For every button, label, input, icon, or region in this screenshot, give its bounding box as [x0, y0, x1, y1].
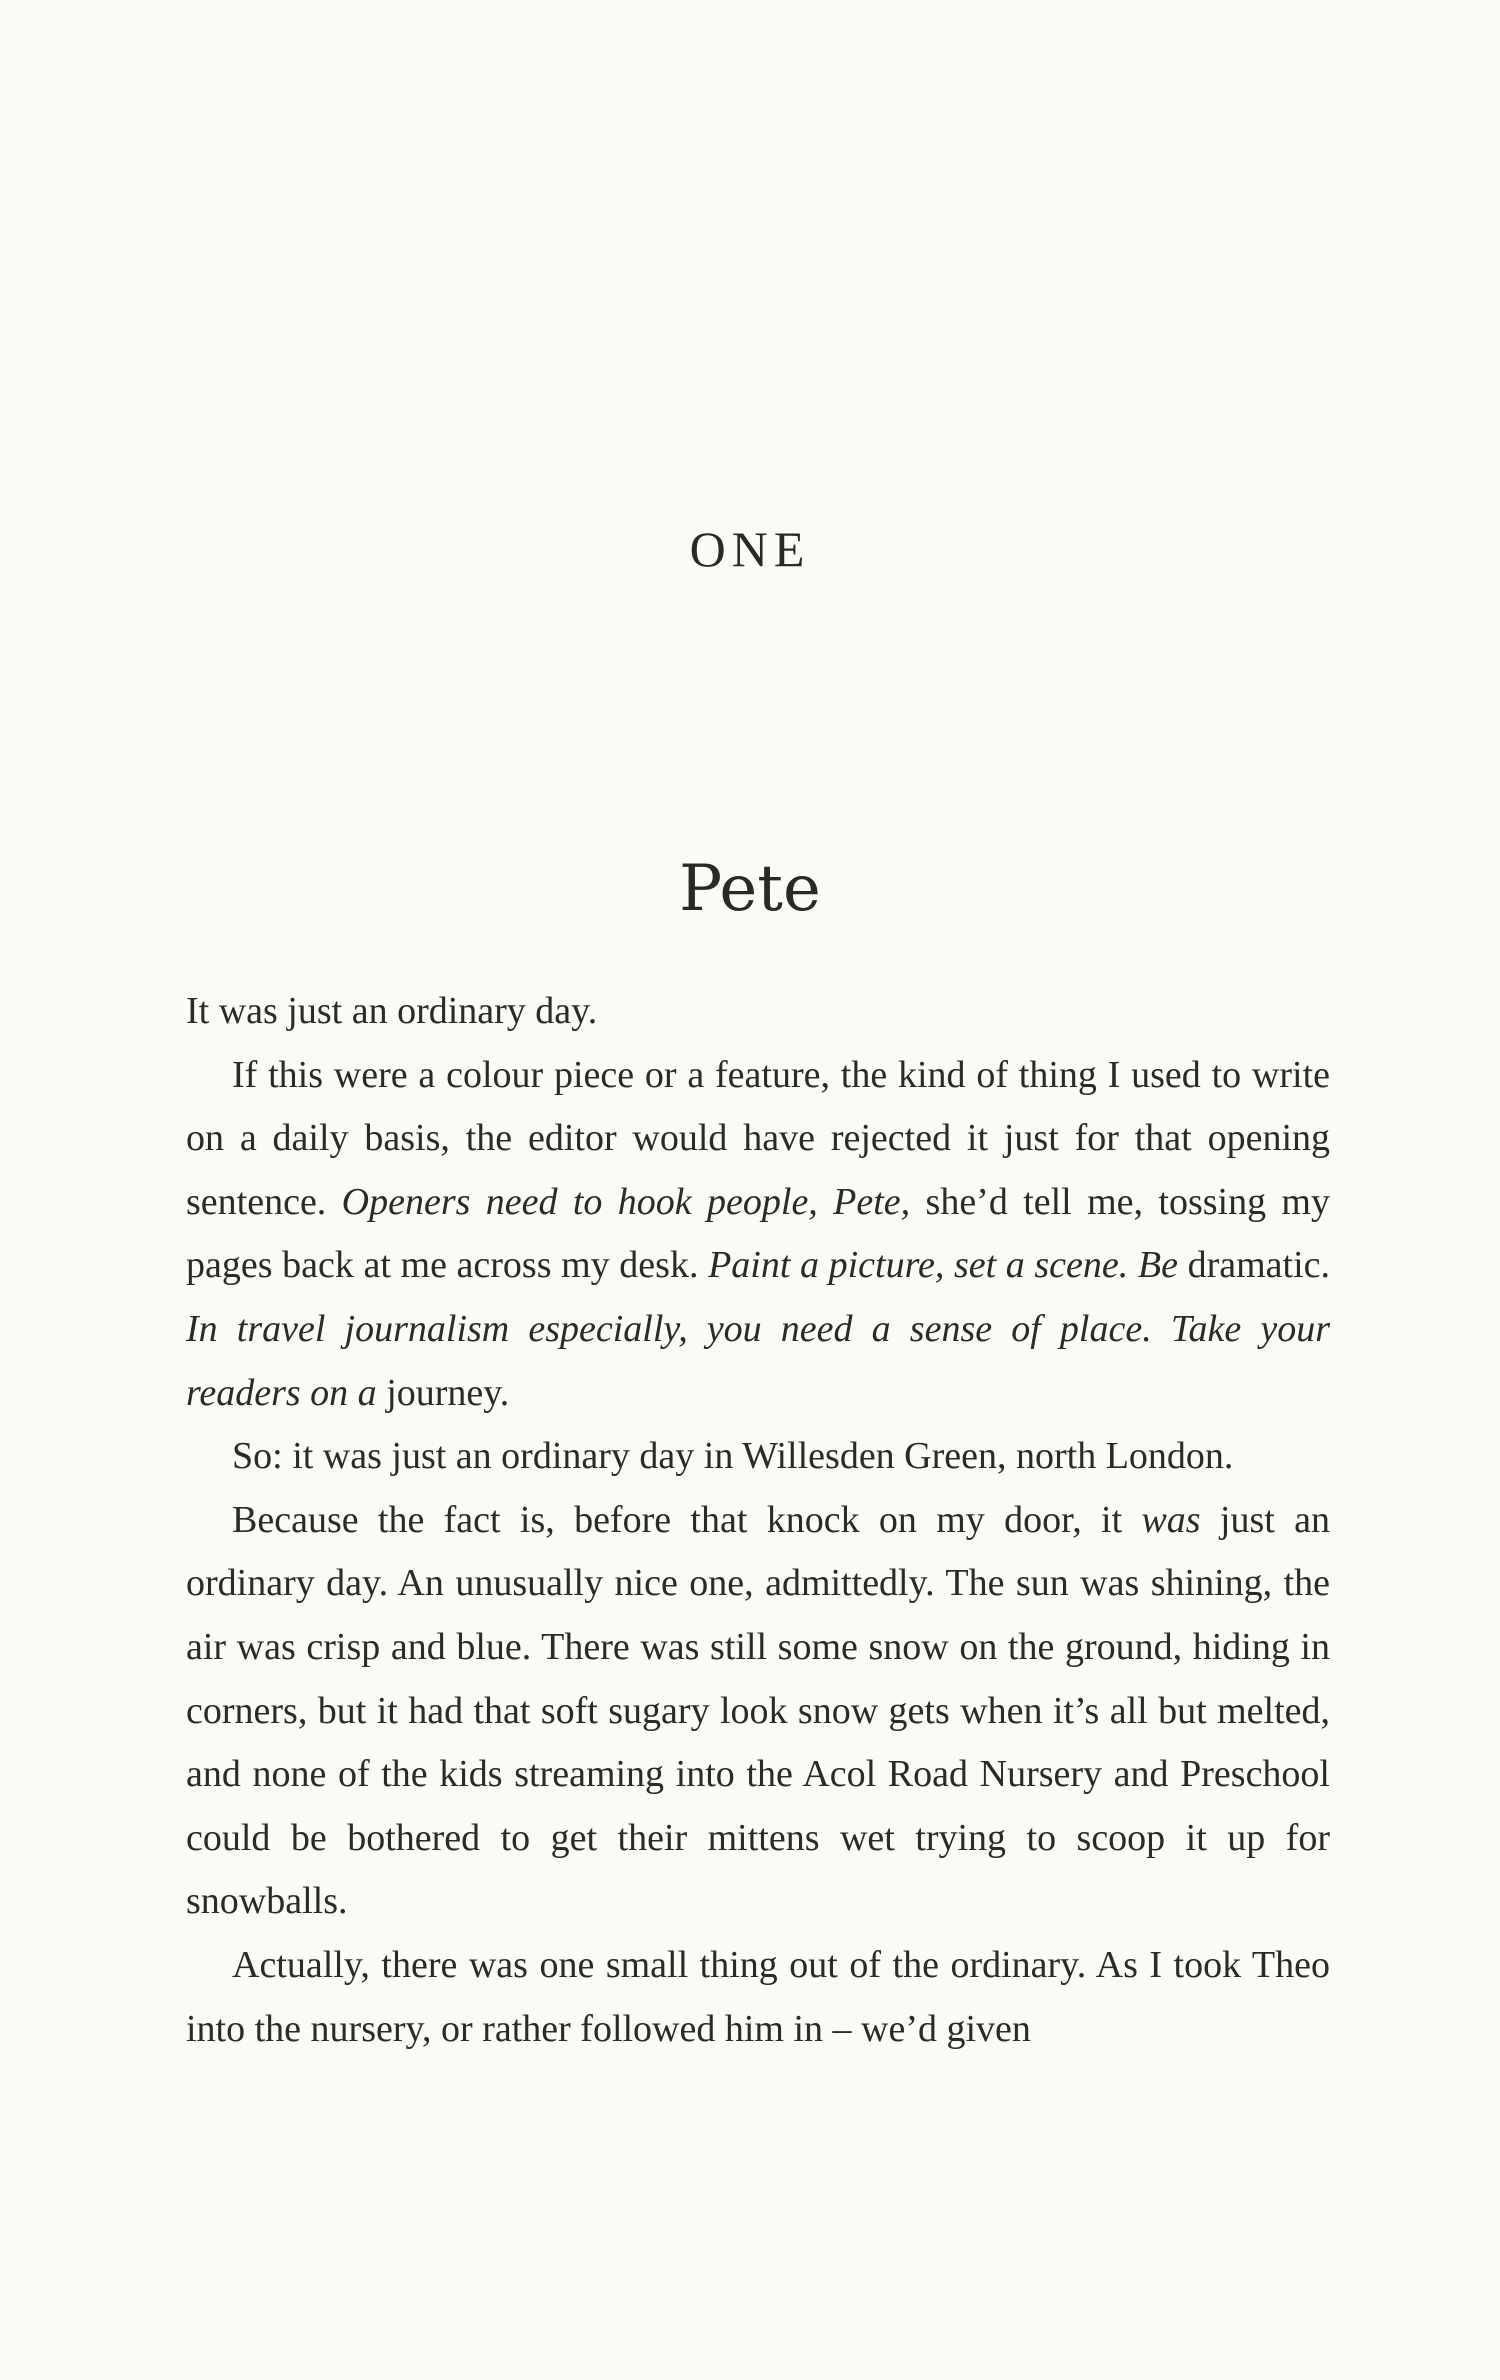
- paragraph-setting: So: it was just an ordinary day in Willesden Green, north London.: [232, 1435, 1234, 1478]
- text-span: Because the fact is, before that knock on my door, it: [232, 1498, 1142, 1541]
- chapter-number: ONE: [689, 521, 811, 577]
- text-span: dramatic.: [1177, 1244, 1331, 1287]
- italic-span: Paint a picture, set a scene. Be: [708, 1244, 1178, 1287]
- chapter-body: [186, 980, 1330, 2061]
- text-span: If this were a colour piece or a feature, the kind of thing I used to write on a daily basis, the editor would have rejected it just for that opening sentence.: [186, 1053, 1330, 1223]
- paragraph-out-of-ordinary: Actually, there was one small thing out of the ordinary. As I took Theo into the nursery, or rather followed him in – we’d given: [186, 1943, 1330, 2050]
- text-span: journey.: [376, 1371, 510, 1414]
- italic-span: In travel journalism especially, you need a sense of place. Take your readers on a: [186, 1307, 1330, 1414]
- paragraph-editor-advice: [186, 1044, 1330, 1426]
- paragraph-opening: It was just an ordinary day.: [186, 990, 598, 1032]
- paragraph-ordinary-day: [186, 1489, 1330, 1934]
- text-span: just an ordinary day. An unusually nice one, admittedly. The sun was shining, the air was crisp and blue. There was still some snow on the ground, hiding in corners, but it had that soft sugary look snow gets when it’s all but melted, and none of the kids streaming into the Acol Road Nursery and Preschool could be bothered to get their mittens wet trying to scoop it up for snowballs.: [186, 1498, 1330, 1923]
- chapter-title: Pete: [679, 852, 821, 926]
- italic-span: was: [1141, 1498, 1201, 1541]
- text-span: she’d tell me, tossing my pages back at me across my desk.: [186, 1180, 1330, 1287]
- italic-span: Openers need to hook people, Pete,: [341, 1180, 911, 1223]
